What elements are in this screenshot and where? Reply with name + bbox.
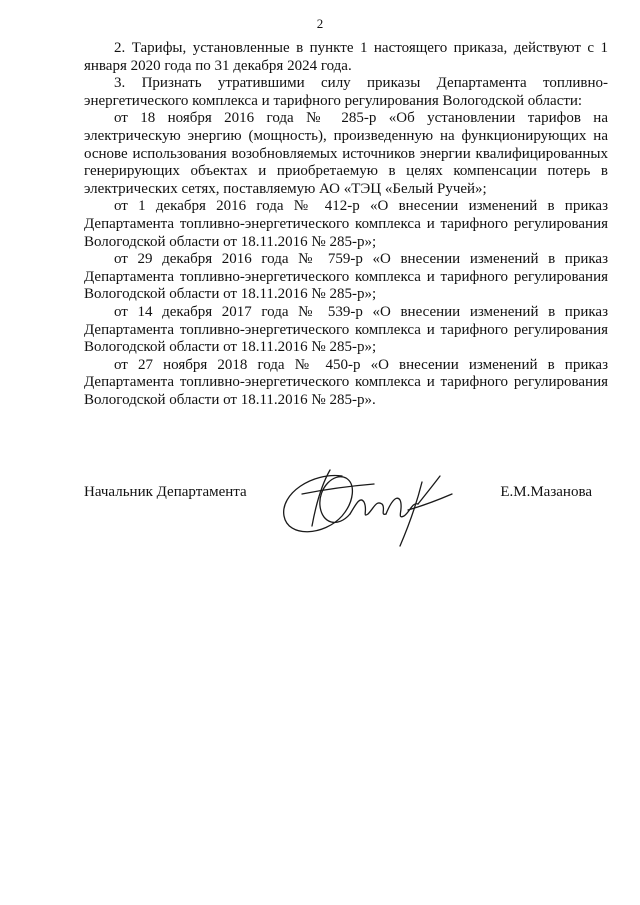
document-body bbox=[84, 40, 608, 409]
paragraph-2-tariff-period: 2. Тарифы, установленные в пункте 1 настоящего приказа, действуют с 1 января 2020 года по 31 декабря 2024 года. bbox=[84, 40, 608, 74]
repealed-order-item: от 27 ноября 2018 года № 450-р «О внесении изменений в приказ Департамента топливно-энергетического комплекса и тарифного регулирования Вологодской области от 18.11.2016 № 285-р». bbox=[84, 356, 608, 408]
paragraph-3-repealed-orders: 3. Признать утратившими силу приказы Департамента топливно-энергетического комплекса и тарифного регулирования Вологодской области: bbox=[84, 75, 608, 109]
repealed-order-item: от 29 декабря 2016 года № 759-р «О внесении изменений в приказ Департамента топливно-энергетического комплекса и тарифного регулирования Вологодской области от 18.11.2016 № 285-р»; bbox=[84, 251, 608, 303]
signatory-name: Е.М.Мазанова bbox=[500, 484, 592, 500]
signatory-position: Начальник Департамента bbox=[84, 484, 247, 500]
signature-block bbox=[84, 470, 608, 550]
handwritten-signature bbox=[272, 454, 462, 554]
page-number: 2 bbox=[316, 16, 324, 31]
repealed-order-item: от 18 ноября 2016 года № 285-р «Об установлении тарифов на электрическую энергию (мощность), произведенную на функционирующих на основе использования возобновляемых источников энергии квалифицированных генерирующих объектах и приобретаемую в целях компенсации потерь в электрических сетях, поставляемую АО «ТЭЦ «Белый Ручей»; bbox=[84, 110, 608, 197]
repealed-order-item: от 14 декабря 2017 года № 539-р «О внесении изменений в приказ Департамента топливно-энергетического комплекса и тарифного регулирования Вологодской области от 18.11.2016 № 285-р»; bbox=[84, 303, 608, 356]
repealed-order-item: от 1 декабря 2016 года № 412-р «О внесении изменений в приказ Департамента топливно-энергетического комплекса и тарифного регулирования Вологодской области от 18.11.2016 № 285-р»; bbox=[84, 198, 608, 250]
